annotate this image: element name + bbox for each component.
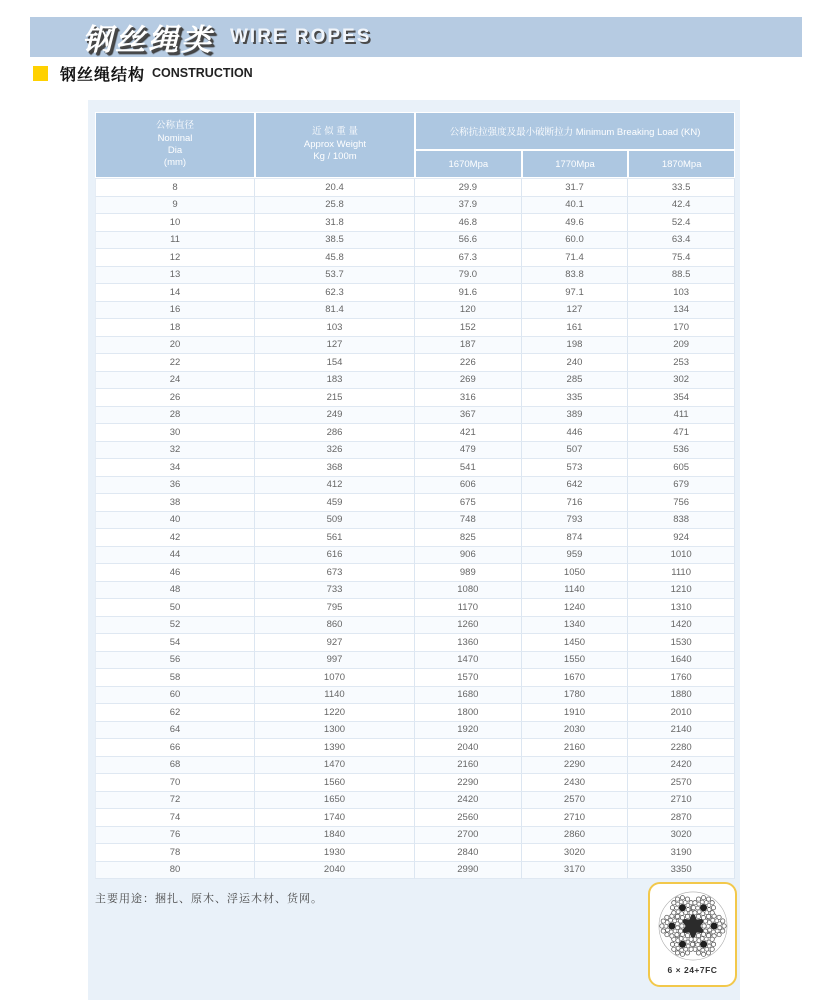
table-cell: 53.7 xyxy=(255,267,415,285)
table-cell: 446 xyxy=(522,424,629,442)
table-cell: 675 xyxy=(415,494,522,512)
table-row xyxy=(95,599,735,617)
grade-header-1770mpa: 1770Mpa xyxy=(522,150,629,178)
col-header-approx-weight-line: Approx Weight xyxy=(303,138,367,150)
table-cell: 536 xyxy=(628,442,735,460)
table-row xyxy=(95,529,735,547)
table-cell: 411 xyxy=(628,407,735,425)
grade-header-1670mpa: 1670Mpa xyxy=(415,150,522,178)
table-cell: 2280 xyxy=(628,739,735,757)
table-cell: 412 xyxy=(255,477,415,495)
table-row xyxy=(95,389,735,407)
table-cell: 354 xyxy=(628,389,735,407)
table-cell: 1470 xyxy=(415,652,522,670)
table-row xyxy=(95,197,735,215)
table-cell: 8 xyxy=(95,179,255,197)
table-cell: 22 xyxy=(95,354,255,372)
table-cell: 42 xyxy=(95,529,255,547)
table-cell: 1800 xyxy=(415,704,522,722)
table-cell: 44 xyxy=(95,547,255,565)
table-cell: 2290 xyxy=(415,774,522,792)
table-cell: 1310 xyxy=(628,599,735,617)
table-cell: 1920 xyxy=(415,722,522,740)
table-cell: 793 xyxy=(522,512,629,530)
table-row xyxy=(95,582,735,600)
table-cell: 103 xyxy=(628,284,735,302)
col-header-nominal-dia xyxy=(95,112,255,178)
table-cell: 795 xyxy=(255,599,415,617)
table-cell: 45.8 xyxy=(255,249,415,267)
table-cell: 10 xyxy=(95,214,255,232)
section-title-en: CONSTRUCTION xyxy=(152,66,253,80)
table-cell: 2570 xyxy=(628,774,735,792)
table-row xyxy=(95,862,735,880)
table-cell: 20.4 xyxy=(255,179,415,197)
table-cell: 13 xyxy=(95,267,255,285)
table-cell: 1170 xyxy=(415,599,522,617)
table-row xyxy=(95,267,735,285)
table-cell: 3170 xyxy=(522,862,629,880)
table-cell: 3190 xyxy=(628,844,735,862)
table-row xyxy=(95,337,735,355)
table-cell: 679 xyxy=(628,477,735,495)
table-cell: 16 xyxy=(95,302,255,320)
table-cell: 42.4 xyxy=(628,197,735,215)
table-cell: 459 xyxy=(255,494,415,512)
table-cell: 2420 xyxy=(415,792,522,810)
table-cell: 1570 xyxy=(415,669,522,687)
table-cell: 286 xyxy=(255,424,415,442)
spec-table xyxy=(95,112,735,879)
table-cell: 2420 xyxy=(628,757,735,775)
table-cell: 1470 xyxy=(255,757,415,775)
table-cell: 134 xyxy=(628,302,735,320)
table-row xyxy=(95,354,735,372)
table-cell: 11 xyxy=(95,232,255,250)
table-cell: 2030 xyxy=(522,722,629,740)
table-cell: 50 xyxy=(95,599,255,617)
table-cell: 18 xyxy=(95,319,255,337)
table-row xyxy=(95,232,735,250)
table-cell: 1010 xyxy=(628,547,735,565)
table-cell: 471 xyxy=(628,424,735,442)
table-cell: 1300 xyxy=(255,722,415,740)
table-cell: 63.4 xyxy=(628,232,735,250)
table-cell: 71.4 xyxy=(522,249,629,267)
rope-type-label: 6 × 24+7FC xyxy=(667,965,718,975)
table-cell: 2990 xyxy=(415,862,522,880)
table-cell: 1260 xyxy=(415,617,522,635)
table-cell: 154 xyxy=(255,354,415,372)
table-cell: 573 xyxy=(522,459,629,477)
table-cell: 76 xyxy=(95,827,255,845)
table-cell: 58 xyxy=(95,669,255,687)
table-row xyxy=(95,214,735,232)
table-cell: 2840 xyxy=(415,844,522,862)
table-row xyxy=(95,284,735,302)
table-cell: 733 xyxy=(255,582,415,600)
table-cell: 1560 xyxy=(255,774,415,792)
table-cell: 152 xyxy=(415,319,522,337)
table-cell: 1210 xyxy=(628,582,735,600)
grade-header-1870mpa: 1870Mpa xyxy=(628,150,735,178)
table-cell: 240 xyxy=(522,354,629,372)
table-cell: 927 xyxy=(255,634,415,652)
table-cell: 66 xyxy=(95,739,255,757)
table-row xyxy=(95,757,735,775)
table-cell: 70 xyxy=(95,774,255,792)
table-row xyxy=(95,827,735,845)
table-cell: 2430 xyxy=(522,774,629,792)
table-cell: 60 xyxy=(95,687,255,705)
table-cell: 80 xyxy=(95,862,255,880)
table-cell: 26 xyxy=(95,389,255,407)
table-cell: 316 xyxy=(415,389,522,407)
table-row xyxy=(95,617,735,635)
table-row xyxy=(95,792,735,810)
table-cell: 1880 xyxy=(628,687,735,705)
table-header xyxy=(95,112,735,178)
table-cell: 38 xyxy=(95,494,255,512)
table-cell: 1080 xyxy=(415,582,522,600)
table-row xyxy=(95,722,735,740)
table-cell: 56.6 xyxy=(415,232,522,250)
table-cell: 2710 xyxy=(522,809,629,827)
table-cell: 335 xyxy=(522,389,629,407)
table-cell: 326 xyxy=(255,442,415,460)
table-cell: 2870 xyxy=(628,809,735,827)
table-cell: 38.5 xyxy=(255,232,415,250)
table-cell: 838 xyxy=(628,512,735,530)
table-cell: 3020 xyxy=(522,844,629,862)
table-cell: 32 xyxy=(95,442,255,460)
table-cell: 421 xyxy=(415,424,522,442)
table-cell: 642 xyxy=(522,477,629,495)
table-cell: 2160 xyxy=(415,757,522,775)
table-row xyxy=(95,652,735,670)
table-cell: 2570 xyxy=(522,792,629,810)
table-row xyxy=(95,372,735,390)
rope-diagram-box xyxy=(648,882,737,987)
table-cell: 606 xyxy=(415,477,522,495)
table-cell: 9 xyxy=(95,197,255,215)
table-row xyxy=(95,687,735,705)
table-cell: 1760 xyxy=(628,669,735,687)
table-cell: 1840 xyxy=(255,827,415,845)
table-cell: 1220 xyxy=(255,704,415,722)
page-title-zh: 钢丝绳类 xyxy=(82,24,214,57)
table-row xyxy=(95,704,735,722)
table-cell: 2040 xyxy=(415,739,522,757)
table-cell: 91.6 xyxy=(415,284,522,302)
table-row xyxy=(95,249,735,267)
table-row xyxy=(95,494,735,512)
table-cell: 127 xyxy=(255,337,415,355)
table-cell: 1670 xyxy=(522,669,629,687)
col-header-approx-weight-line: Kg / 100m xyxy=(313,151,357,163)
table-cell: 78 xyxy=(95,844,255,862)
table-row xyxy=(95,669,735,687)
section-title-zh: 钢丝绳结构 xyxy=(60,66,146,84)
table-cell: 52 xyxy=(95,617,255,635)
table-cell: 49.6 xyxy=(522,214,629,232)
table-row xyxy=(95,424,735,442)
table-cell: 29.9 xyxy=(415,179,522,197)
section-heading xyxy=(33,63,253,83)
table-cell: 72 xyxy=(95,792,255,810)
table-cell: 60.0 xyxy=(522,232,629,250)
table-cell: 605 xyxy=(628,459,735,477)
table-body xyxy=(95,178,735,879)
col-header-breaking-group xyxy=(415,112,735,178)
table-cell: 1930 xyxy=(255,844,415,862)
table-cell: 68 xyxy=(95,757,255,775)
col-header-nominal-dia-line: 公称直径 xyxy=(155,120,194,132)
table-cell: 37.9 xyxy=(415,197,522,215)
table-cell: 48 xyxy=(95,582,255,600)
col-header-nominal-dia-line: Nominal xyxy=(157,132,193,144)
table-cell: 12 xyxy=(95,249,255,267)
table-cell: 198 xyxy=(522,337,629,355)
table-row xyxy=(95,634,735,652)
table-cell: 103 xyxy=(255,319,415,337)
table-cell: 906 xyxy=(415,547,522,565)
table-row xyxy=(95,442,735,460)
table-cell: 1360 xyxy=(415,634,522,652)
table-cell: 389 xyxy=(522,407,629,425)
table-cell: 507 xyxy=(522,442,629,460)
table-cell: 1340 xyxy=(522,617,629,635)
table-cell: 3350 xyxy=(628,862,735,880)
table-row xyxy=(95,774,735,792)
table-cell: 14 xyxy=(95,284,255,302)
table-cell: 215 xyxy=(255,389,415,407)
table-cell: 825 xyxy=(415,529,522,547)
table-cell: 368 xyxy=(255,459,415,477)
page-title-en: WIRE ROPES xyxy=(230,26,372,47)
table-cell: 226 xyxy=(415,354,522,372)
table-cell: 1640 xyxy=(628,652,735,670)
table-cell: 509 xyxy=(255,512,415,530)
table-row xyxy=(95,302,735,320)
table-cell: 54 xyxy=(95,634,255,652)
table-cell: 170 xyxy=(628,319,735,337)
table-cell: 25.8 xyxy=(255,197,415,215)
table-cell: 1070 xyxy=(255,669,415,687)
table-cell: 62.3 xyxy=(255,284,415,302)
table-cell: 88.5 xyxy=(628,267,735,285)
table-cell: 34 xyxy=(95,459,255,477)
table-cell: 33.5 xyxy=(628,179,735,197)
grade-header-row xyxy=(415,150,735,178)
table-cell: 161 xyxy=(522,319,629,337)
col-header-nominal-dia-line: (mm) xyxy=(163,157,187,169)
table-cell: 1530 xyxy=(628,634,735,652)
table-row xyxy=(95,809,735,827)
table-cell: 1140 xyxy=(522,582,629,600)
table-cell: 2160 xyxy=(522,739,629,757)
table-cell: 56 xyxy=(95,652,255,670)
table-cell: 756 xyxy=(628,494,735,512)
table-cell: 367 xyxy=(415,407,522,425)
table-cell: 561 xyxy=(255,529,415,547)
table-cell: 2140 xyxy=(628,722,735,740)
table-cell: 924 xyxy=(628,529,735,547)
table-cell: 209 xyxy=(628,337,735,355)
table-cell: 127 xyxy=(522,302,629,320)
table-cell: 541 xyxy=(415,459,522,477)
table-cell: 2710 xyxy=(628,792,735,810)
page-header-bar xyxy=(30,17,802,57)
table-cell: 302 xyxy=(628,372,735,390)
table-row xyxy=(95,512,735,530)
table-cell: 40 xyxy=(95,512,255,530)
table-cell: 989 xyxy=(415,564,522,582)
table-cell: 748 xyxy=(415,512,522,530)
table-cell: 1650 xyxy=(255,792,415,810)
table-cell: 1420 xyxy=(628,617,735,635)
table-row xyxy=(95,477,735,495)
table-cell: 3020 xyxy=(628,827,735,845)
yellow-bullet-icon xyxy=(33,66,48,81)
table-cell: 1450 xyxy=(522,634,629,652)
table-cell: 1240 xyxy=(522,599,629,617)
table-cell: 1780 xyxy=(522,687,629,705)
table-cell: 46.8 xyxy=(415,214,522,232)
table-cell: 36 xyxy=(95,477,255,495)
table-cell: 959 xyxy=(522,547,629,565)
table-cell: 187 xyxy=(415,337,522,355)
table-row xyxy=(95,459,735,477)
col-header-nominal-dia-line: Dia xyxy=(167,145,183,156)
table-cell: 1140 xyxy=(255,687,415,705)
table-cell: 1550 xyxy=(522,652,629,670)
table-cell: 1680 xyxy=(415,687,522,705)
table-cell: 1390 xyxy=(255,739,415,757)
table-cell: 31.8 xyxy=(255,214,415,232)
col-header-approx-weight-line: 近 似 重 量 xyxy=(312,126,358,138)
table-cell: 285 xyxy=(522,372,629,390)
table-cell: 75.4 xyxy=(628,249,735,267)
table-cell: 716 xyxy=(522,494,629,512)
table-cell: 2700 xyxy=(415,827,522,845)
table-cell: 120 xyxy=(415,302,522,320)
table-row xyxy=(95,739,735,757)
table-cell: 253 xyxy=(628,354,735,372)
table-cell: 2860 xyxy=(522,827,629,845)
table-cell: 1110 xyxy=(628,564,735,582)
table-row xyxy=(95,407,735,425)
table-cell: 74 xyxy=(95,809,255,827)
table-row xyxy=(95,547,735,565)
table-cell: 860 xyxy=(255,617,415,635)
table-cell: 2010 xyxy=(628,704,735,722)
table-cell: 24 xyxy=(95,372,255,390)
table-cell: 2040 xyxy=(255,862,415,880)
col-header-approx-weight xyxy=(255,112,415,178)
col-header-breaking-load: 公称抗拉强度及最小破断拉力 Minimum Breaking Load (KN) xyxy=(415,112,735,150)
table-cell: 97.1 xyxy=(522,284,629,302)
table-cell: 79.0 xyxy=(415,267,522,285)
table-cell: 1050 xyxy=(522,564,629,582)
table-cell: 997 xyxy=(255,652,415,670)
table-cell: 874 xyxy=(522,529,629,547)
table-cell: 269 xyxy=(415,372,522,390)
table-cell: 1910 xyxy=(522,704,629,722)
table-cell: 30 xyxy=(95,424,255,442)
table-cell: 67.3 xyxy=(415,249,522,267)
table-cell: 62 xyxy=(95,704,255,722)
table-cell: 52.4 xyxy=(628,214,735,232)
table-cell: 83.8 xyxy=(522,267,629,285)
table-cell: 64 xyxy=(95,722,255,740)
table-cell: 673 xyxy=(255,564,415,582)
table-row xyxy=(95,564,735,582)
usage-note: 主要用途：捆扎、原木、浮运木材、货网。 xyxy=(95,893,323,905)
rope-cross-section-image xyxy=(656,889,730,963)
table-cell: 183 xyxy=(255,372,415,390)
table-row xyxy=(95,179,735,197)
table-cell: 616 xyxy=(255,547,415,565)
table-cell: 28 xyxy=(95,407,255,425)
table-cell: 31.7 xyxy=(522,179,629,197)
table-cell: 20 xyxy=(95,337,255,355)
table-cell: 479 xyxy=(415,442,522,460)
table-cell: 2560 xyxy=(415,809,522,827)
table-cell: 1740 xyxy=(255,809,415,827)
table-cell: 2290 xyxy=(522,757,629,775)
table-cell: 249 xyxy=(255,407,415,425)
table-cell: 46 xyxy=(95,564,255,582)
table-cell: 81.4 xyxy=(255,302,415,320)
table-row xyxy=(95,844,735,862)
table-cell: 40.1 xyxy=(522,197,629,215)
table-row xyxy=(95,319,735,337)
